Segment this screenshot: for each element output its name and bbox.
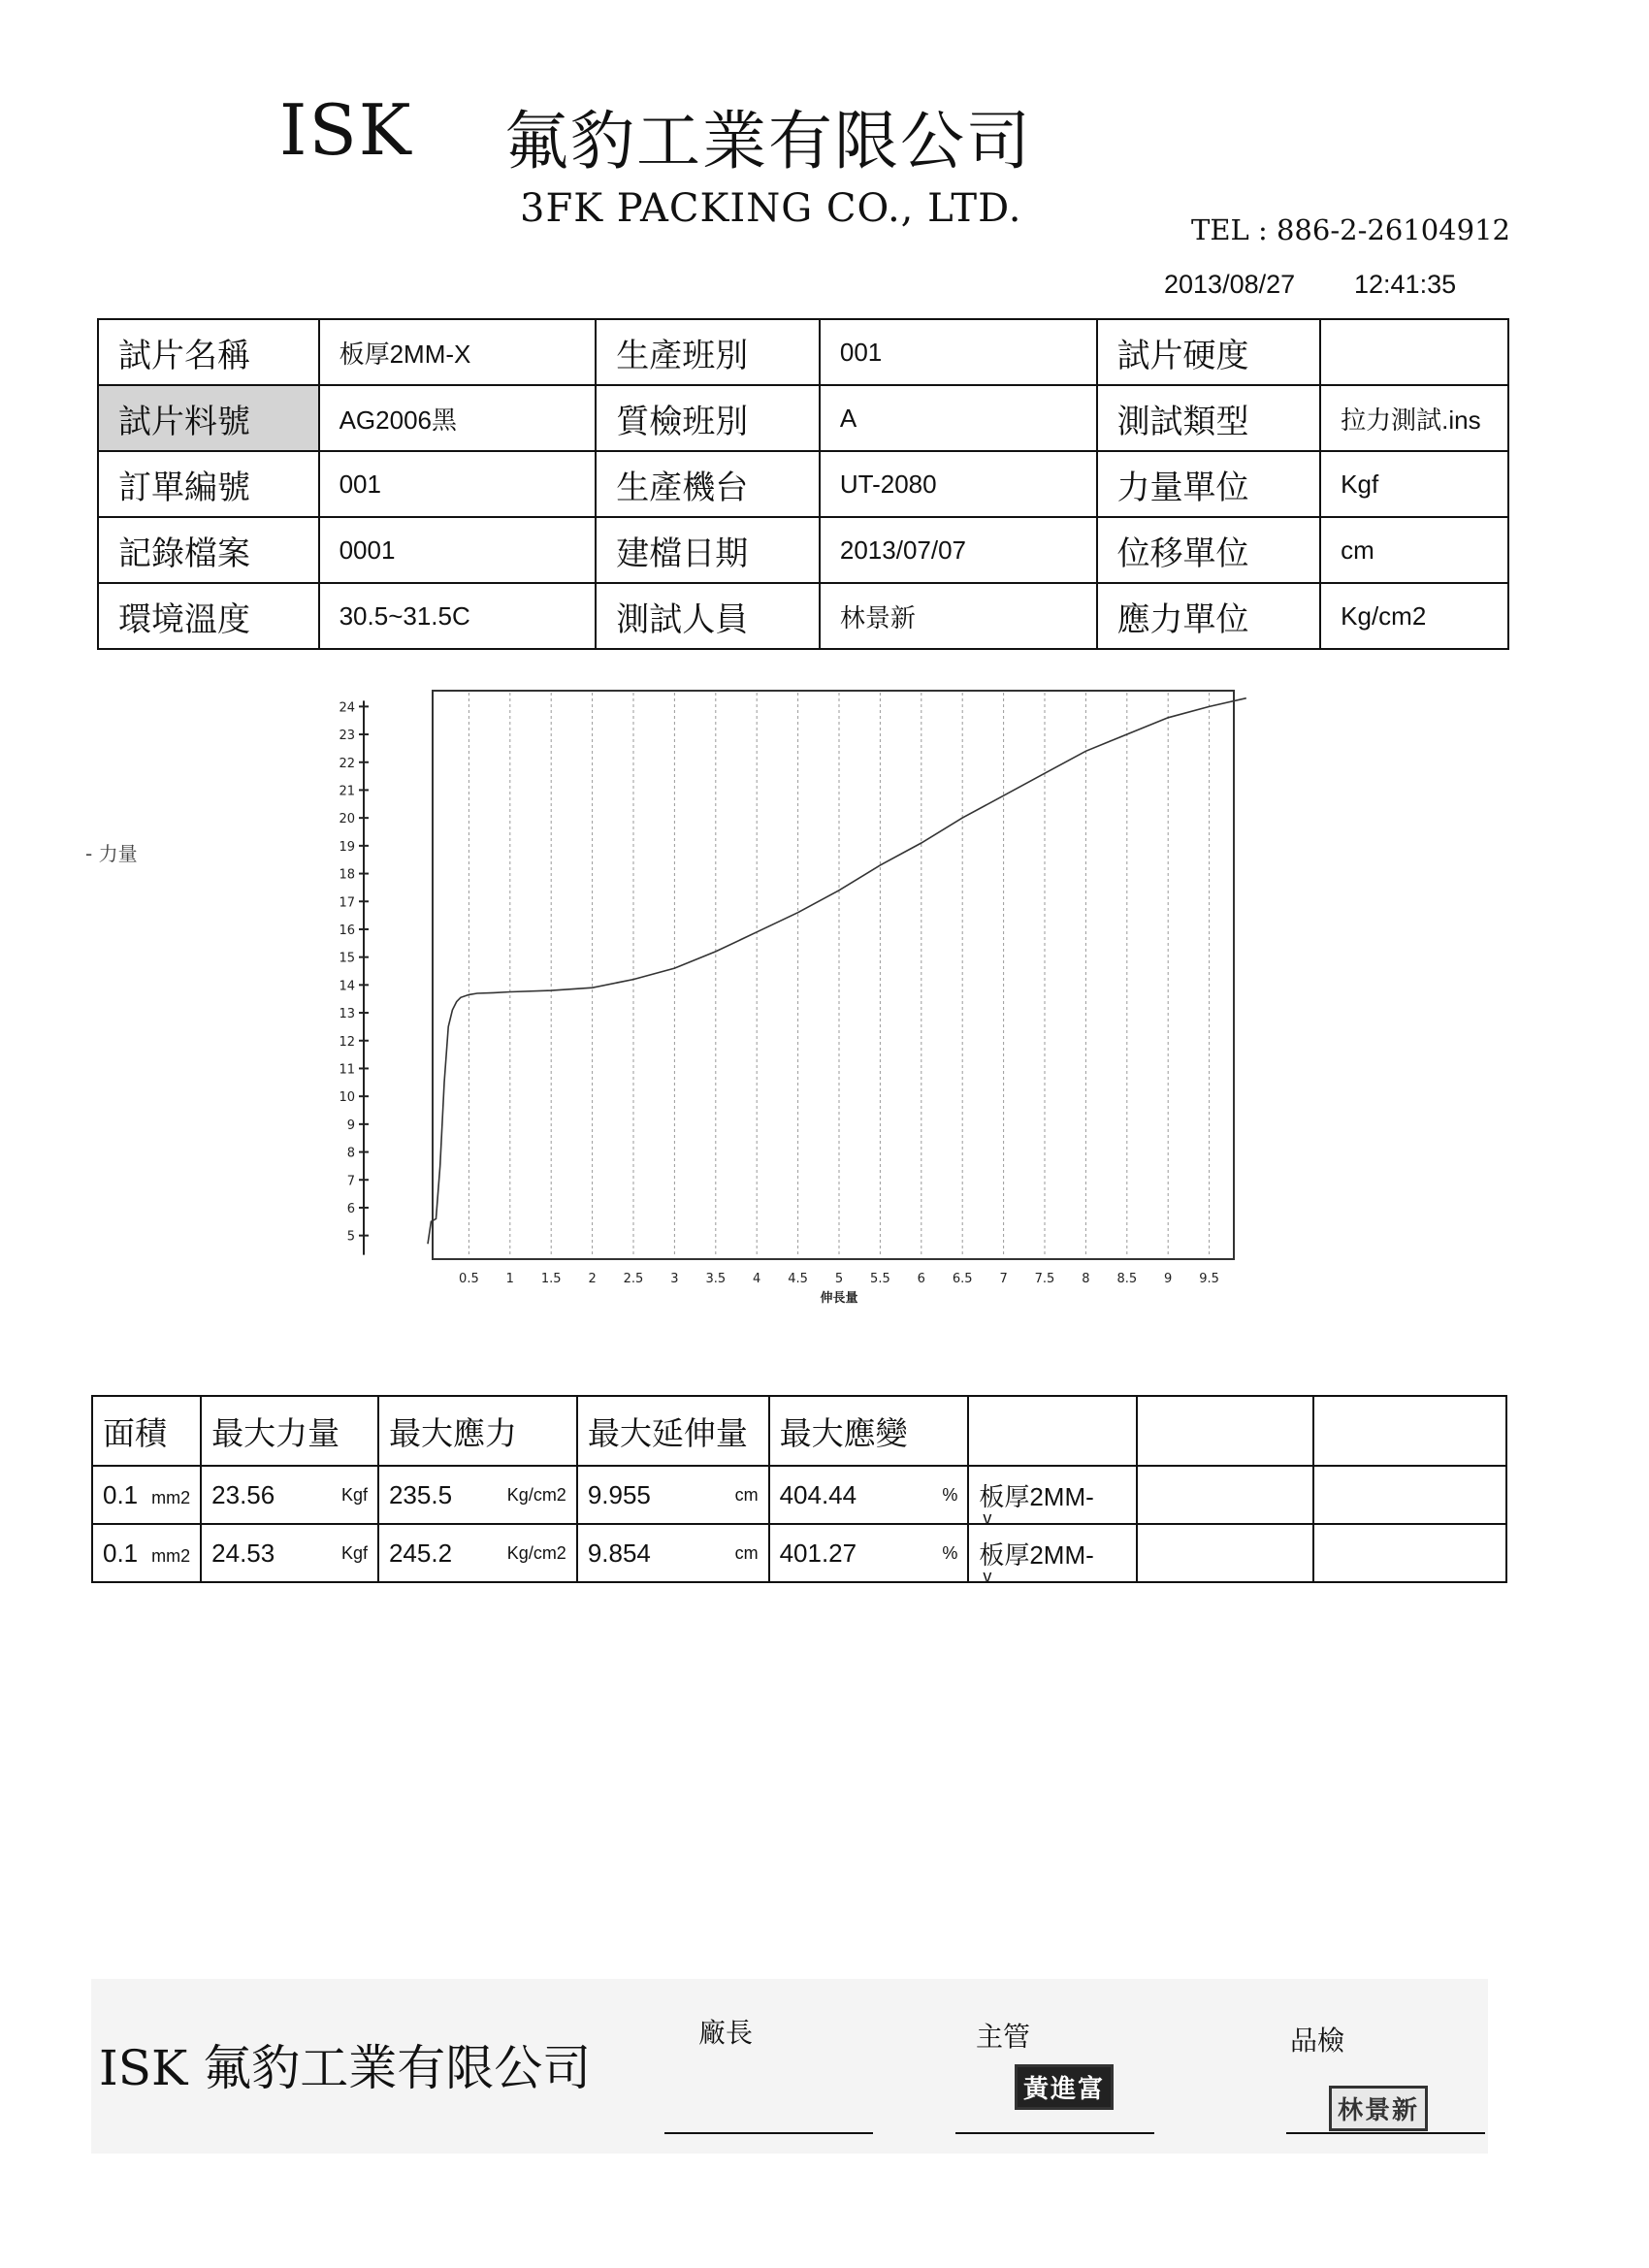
result-specimen-name: 板厚2MM-	[979, 1539, 1094, 1570]
x-tick-label: 1.5	[540, 1272, 562, 1286]
result-unit: Kg/cm2	[506, 1484, 566, 1505]
company-name-cn: 氟豹工業有限公司	[504, 104, 1032, 178]
result-unit: mm2	[151, 1487, 191, 1507]
x-tick-label: 0.5	[459, 1272, 479, 1286]
result-cell-force	[201, 1466, 378, 1524]
results-row	[92, 1466, 1506, 1524]
result-value: 9.955	[587, 1479, 651, 1509]
info-value: 30.5~31.5C	[319, 583, 597, 649]
result-cell-empty	[1137, 1524, 1312, 1582]
y-tick-label: 19	[339, 839, 355, 855]
info-value: cm	[1320, 517, 1508, 583]
result-value: 24.53	[211, 1538, 275, 1568]
results-header-cell: 最大延伸量	[577, 1396, 769, 1466]
footer-company-name: ISK 氟豹工業有限公司	[99, 2040, 592, 2096]
result-unit: cm	[734, 1484, 759, 1505]
x-tick-label: 5.5	[870, 1272, 890, 1286]
specimen-info-table	[97, 318, 1509, 650]
result-cell-stress	[378, 1466, 577, 1524]
result-mark: v	[983, 1508, 992, 1528]
signature-line-factory-head	[664, 2132, 873, 2134]
result-value: 0.1	[103, 1479, 139, 1509]
results-table	[91, 1395, 1507, 1586]
info-label: 建檔日期	[596, 517, 820, 583]
result-value: 9.854	[587, 1538, 651, 1568]
x-tick-label: 4	[753, 1272, 761, 1286]
info-label: 生產班別	[596, 319, 820, 385]
info-value: 2013/07/07	[820, 517, 1097, 583]
info-label: 位移單位	[1097, 517, 1321, 583]
result-unit: mm2	[151, 1545, 191, 1566]
result-cell-force	[201, 1524, 378, 1582]
info-row	[98, 583, 1508, 649]
result-value: 235.5	[388, 1479, 453, 1509]
info-label: 質檢班別	[596, 385, 820, 451]
result-cell-empty	[1137, 1466, 1312, 1524]
info-label: 記錄檔案	[98, 517, 319, 583]
result-specimen-name: 板厚2MM-	[979, 1481, 1094, 1511]
results-header-cell: 最大力量	[201, 1396, 378, 1466]
y-tick-label: 6	[346, 1201, 355, 1216]
info-row	[98, 385, 1508, 451]
result-unit: Kgf	[340, 1542, 368, 1563]
x-tick-label: 1	[505, 1272, 514, 1286]
info-value: Kgf	[1320, 451, 1508, 517]
signature-line-qc	[1286, 2132, 1485, 2134]
y-tick-label: 24	[339, 700, 355, 716]
print-date: 2013/08/27	[1164, 270, 1296, 299]
result-cell-strain	[769, 1524, 969, 1582]
qc-stamp: 林景新	[1329, 2086, 1428, 2131]
info-label: 環境溫度	[98, 583, 319, 649]
x-tick-label: 5	[834, 1272, 844, 1286]
result-unit: cm	[734, 1542, 759, 1563]
results-header-cell	[968, 1396, 1137, 1466]
supervisor-stamp: 黃進富	[1015, 2064, 1114, 2110]
x-tick-label: 9.5	[1199, 1272, 1219, 1286]
info-value: 0001	[319, 517, 597, 583]
info-row	[98, 451, 1508, 517]
x-tick-label: 2	[588, 1272, 597, 1286]
x-tick-label: 3	[670, 1272, 679, 1286]
info-value: 001	[820, 319, 1097, 385]
info-label: 試片料號	[98, 385, 319, 451]
results-header-cell: 最大應力	[378, 1396, 577, 1466]
result-value: 245.2	[388, 1538, 453, 1568]
plot-frame	[433, 691, 1234, 1259]
x-tick-label: 6.5	[952, 1272, 973, 1286]
info-label: 試片名稱	[98, 319, 319, 385]
info-value: UT-2080	[820, 451, 1097, 517]
y-tick-label: 8	[346, 1146, 355, 1161]
y-tick-label: 10	[339, 1090, 355, 1106]
info-value: 林景新	[820, 583, 1097, 649]
result-cell-empty	[1313, 1466, 1506, 1524]
info-value: A	[820, 385, 1097, 451]
result-cell-empty	[1313, 1524, 1506, 1582]
result-unit: %	[942, 1484, 958, 1505]
result-unit: %	[942, 1542, 958, 1563]
results-header-row	[92, 1396, 1506, 1466]
x-tick-label: 8.5	[1116, 1272, 1138, 1286]
result-cell-name	[968, 1524, 1137, 1586]
result-cell-area	[92, 1524, 201, 1582]
result-value: 401.27	[779, 1538, 857, 1568]
result-value: 0.1	[103, 1538, 139, 1568]
info-label: 測試人員	[596, 583, 820, 649]
signature-label-supervisor: 主管	[976, 2021, 1031, 2053]
y-tick-label: 13	[339, 1007, 355, 1022]
result-unit: Kgf	[340, 1484, 368, 1505]
x-tick-label: 3.5	[705, 1272, 727, 1286]
results-header-cell	[1313, 1396, 1506, 1466]
info-value: Kg/cm2	[1320, 583, 1508, 649]
results-header-cell: 最大應變	[769, 1396, 969, 1466]
signature-line-supervisor	[955, 2132, 1154, 2134]
info-label: 力量單位	[1097, 451, 1321, 517]
y-tick-label: 16	[339, 923, 355, 938]
info-label: 試片硬度	[1097, 319, 1321, 385]
y-tick-label: 15	[339, 951, 355, 966]
info-label: 測試類型	[1097, 385, 1321, 451]
y-tick-label: 17	[339, 895, 355, 911]
y-tick-label: 5	[346, 1229, 355, 1245]
x-tick-label: 9	[1164, 1272, 1173, 1286]
result-cell-elong	[577, 1466, 769, 1524]
results-header-cell: 面積	[92, 1396, 201, 1466]
info-value: 001	[319, 451, 597, 517]
tel-number: TEL : 886-2-26104912	[1191, 213, 1510, 246]
info-label: 生產機台	[596, 451, 820, 517]
results-row	[92, 1524, 1506, 1582]
y-tick-label: 21	[339, 784, 355, 799]
x-tick-label: 7.5	[1034, 1272, 1055, 1286]
y-tick-label: 23	[339, 729, 355, 744]
info-label: 訂單編號	[98, 451, 319, 517]
brand-isk: ISK	[279, 89, 413, 171]
company-name-en: 3FK PACKING CO., LTD.	[520, 186, 1022, 231]
x-tick-label: 2.5	[623, 1272, 644, 1286]
side-axis-label: - 力量	[85, 842, 138, 865]
y-tick-label: 11	[339, 1062, 355, 1078]
info-label: 應力單位	[1097, 583, 1321, 649]
y-tick-label: 14	[339, 979, 355, 994]
result-cell-area	[92, 1466, 201, 1524]
x-tick-label: 8	[1082, 1272, 1090, 1286]
x-tick-label: 4.5	[788, 1272, 808, 1286]
y-tick-label: 22	[339, 756, 355, 771]
x-tick-label: 7	[999, 1272, 1008, 1286]
signature-label-qc: 品檢	[1290, 2025, 1345, 2057]
results-header-cell	[1137, 1396, 1312, 1466]
y-tick-label: 18	[339, 867, 355, 883]
x-axis-label: 伸長量	[820, 1291, 858, 1306]
info-row	[98, 517, 1508, 583]
result-cell-strain	[769, 1466, 969, 1524]
info-value	[1320, 319, 1508, 385]
info-value: 板厚2MM-X	[319, 319, 597, 385]
y-tick-label: 7	[346, 1174, 355, 1189]
result-cell-stress	[378, 1524, 577, 1582]
info-row	[98, 319, 1508, 385]
result-mark: v	[983, 1567, 992, 1586]
print-time: 12:41:35	[1354, 270, 1457, 299]
info-value: AG2006黑	[319, 385, 597, 451]
tensile-chart	[78, 679, 1261, 1319]
y-tick-label: 20	[339, 812, 355, 827]
x-tick-label: 6	[917, 1272, 925, 1286]
result-cell-elong	[577, 1524, 769, 1582]
y-tick-label: 9	[346, 1118, 355, 1133]
result-value: 404.44	[779, 1479, 857, 1509]
info-value: 拉力測試.ins	[1320, 385, 1508, 451]
result-cell-name	[968, 1466, 1137, 1528]
signature-label-factory-head: 廠長	[698, 2017, 754, 2049]
y-tick-label: 12	[339, 1034, 355, 1050]
result-value: 23.56	[211, 1479, 275, 1509]
result-unit: Kg/cm2	[506, 1542, 566, 1563]
